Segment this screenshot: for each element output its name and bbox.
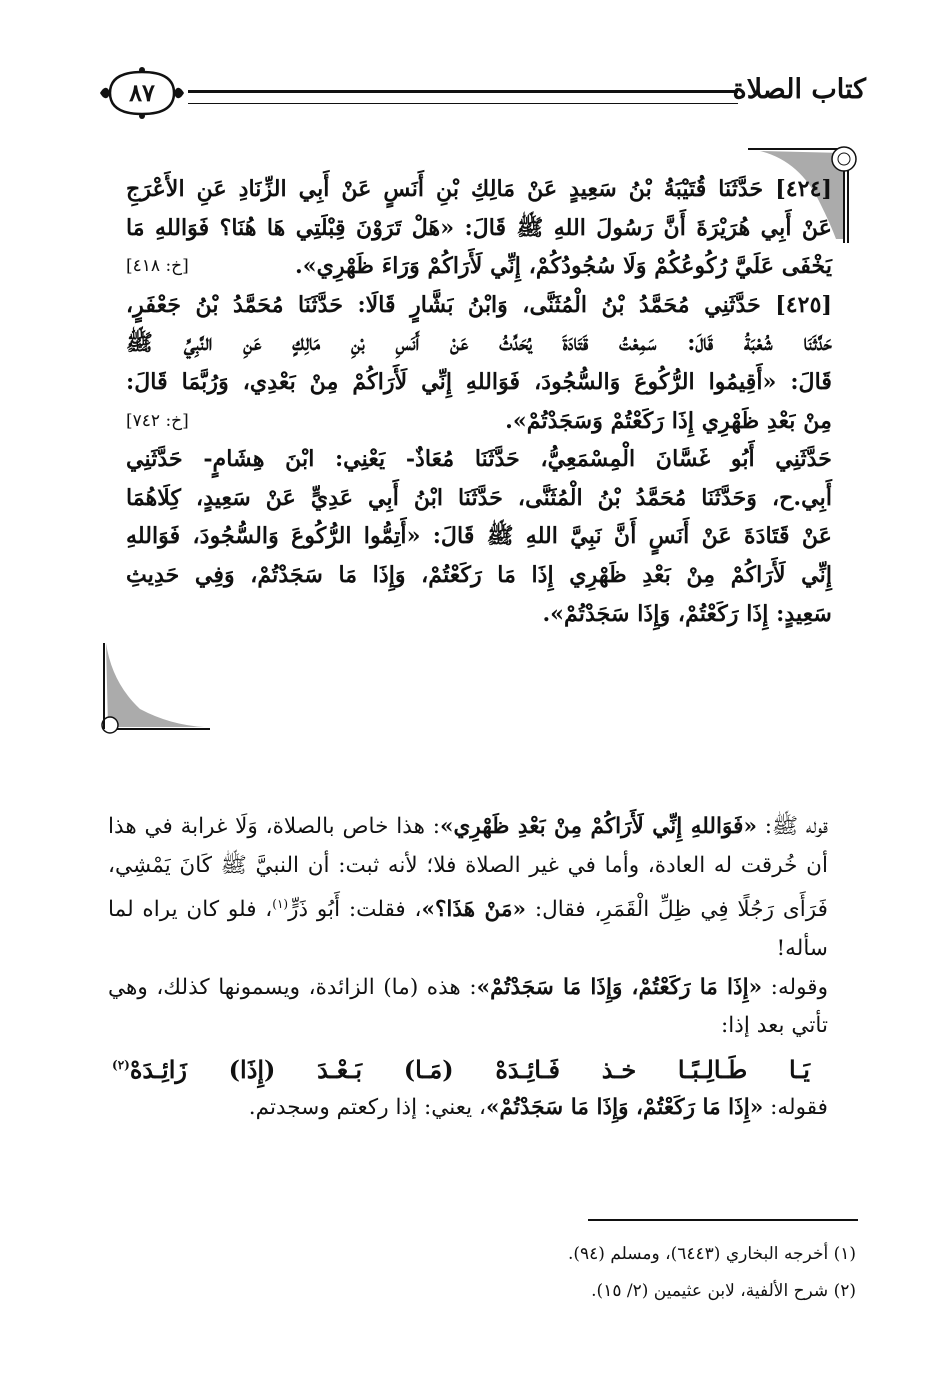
quoted-text: «فَوَاللهِ إِنِّي لَأَرَاكُمْ مِنْ بَعْدِ ظَهْرِي»: [440, 814, 757, 839]
quoted-text: «إِذَا مَا رَكَعْتُمْ، وَإِذَا مَا سَجَدْتُمْ»: [486, 1095, 764, 1121]
hadith-line-text: يَخْفَى عَلَيَّ رُكُوعُكُمْ وَلَا سُجُودُكُمْ، إِنِّي لَأَرَاكُمْ وَرَاءَ ظَهْرِي».: [294, 253, 832, 280]
commentary-text: : هذا خاص بالصلاة، وَلَا غرابة في هذا أن خُرقت له العادة، وأما في غير الصلاة فلا؛ لأنه ثبت: أن النبيَّ ﷺ كَانَ يَمْشِي، فَرَأَى رَجُلًا فِي ظِلِّ الْقَمَرِ، فقال:: [108, 814, 828, 923]
hadith-line: [126, 247, 832, 286]
hadith-line: إِنِّي لَأَرَاكُمْ مِنْ بَعْدِ ظَهْرِي إِذَا مَا رَكَعْتُمْ، وَإِذَا مَا سَجَدْتُمْ، وَفِي حَدِيثِ: [126, 561, 832, 588]
hadith-line: [٤٢٥] حَدَّثَنِي مُحَمَّدُ بْنُ الْمُثَنَّى، وَابْنُ بَشَّارٍ قَالَا: حَدَّثَنَا مُحَمَّدُ بْنُ جَعْفَرٍ،: [126, 291, 832, 318]
quoted-text: «إِذَا مَا رَكَعْتُمْ، وَإِذَا مَا سَجَدْتُمْ»: [476, 974, 763, 1000]
commentary-text: فقوله:: [763, 1095, 828, 1121]
commentary: [108, 808, 828, 1128]
hadith-line: عَنْ أَبِي هُرَيْرَةَ أَنَّ رَسُولَ اللهِ ﷺ قَالَ: «هَلْ تَرَوْنَ قِبْلَتِي هَا هُنَا؟ فَوَاللهِ مَا: [126, 214, 832, 241]
verse-text: يَـا طَـالِـبًـا خـذ فَـائِـدَهْ (مَـا) بَـعْـدَ (إِذَا) زَائِـدَهْ: [129, 1054, 810, 1084]
chapter-title: كتاب الصلاة: [732, 74, 866, 105]
commentary-text: قوله ﷺ:: [757, 814, 828, 839]
footnote-marker: (١): [272, 897, 289, 912]
hadith-line: حَدَّثَنَا شُعْبَةُ قَالَ: سَمِعْتُ قَتَادَةَ يُحَدِّثُ عَنْ أَنَسِ بْنِ مَالِكٍ عَنِ النَّبِيِّ ﷺ: [126, 330, 832, 357]
commentary-text: ، فلو كان يراه لما سأله!: [108, 897, 828, 961]
hadith-line: سَعِيدٍ: إِذَا رَكَعْتُمْ، وَإِذَا سَجَدْتُمْ».: [542, 600, 832, 627]
commentary-text: ، فقلت: أَبُو ذَرٍّ: [288, 897, 422, 923]
bukhari-reference: [خ: ٤١٨]: [126, 256, 189, 277]
hadith-text: [126, 170, 832, 633]
footnote-separator: [588, 1219, 858, 1221]
header-rule: [188, 90, 738, 104]
hadith-line: حَدَّثَنِي أَبُو غَسَّانَ الْمِسْمَعِيُّ، حَدَّثَنَا مُعَاذٌ- يَعْنِي: ابْنَ هِشَامٍ- حَدَّثَنِي: [126, 446, 832, 473]
hadith-line-text: مِنْ بَعْدِ ظَهْرِي إِذَا رَكَعْتُمْ وَسَجَدْتُمْ».: [505, 407, 832, 434]
footnotes: [156, 1236, 856, 1310]
bukhari-reference: [خ: ٧٤٢]: [126, 410, 189, 431]
quoted-text: «مَنْ هَذَا؟»: [421, 897, 527, 923]
hadith-line: عَنْ قَتَادَةَ عَنْ أَنَسٍ أَنَّ نَبِيَّ اللهِ ﷺ قَالَ: «أَتِمُّوا الرُّكُوعَ وَالسُّجُودَ، فَوَاللهِ: [126, 523, 832, 550]
footnote-marker: (٢): [112, 1057, 130, 1072]
page-header: [96, 66, 866, 126]
poem-verse: [108, 1046, 828, 1090]
hadith-line: قَالَ: «أَقِيمُوا الرُّكُوعَ وَالسُّجُودَ، فَوَاللهِ إِنِّي لَأَرَاكُمْ مِنْ بَعْدِي، وَرُبَّمَا قَالَ:: [126, 368, 832, 395]
commentary-paragraph: [108, 969, 828, 1046]
commentary-text: ، يعني: إذا ركعتم وسجدتم.: [248, 1095, 487, 1121]
commentary-paragraph: [108, 1089, 828, 1128]
hadith-line: [126, 402, 832, 441]
page-number: ٨٧: [129, 78, 155, 107]
hadith-line: [٤٢٤] حَدَّثَنَا قُتَيْبَةُ بْنُ سَعِيدٍ عَنْ مَالِكِ بْنِ أَنَسٍ عَنْ أَبِي الزِّنَادِ عَنِ الأَعْرَجِ: [126, 176, 832, 202]
footnote: (١) أخرجه البخاري (٦٤٤٣)، ومسلم (٩٤).: [567, 1244, 856, 1264]
page-number-ornament: [96, 66, 188, 120]
commentary-text: وقوله:: [762, 974, 829, 1000]
footnote: (٢) شرح الألفية، لابن عثيمين (٢/ ١٥).: [591, 1281, 856, 1301]
hadith-line: أَبِي.ح، وَحَدَّثَنَا مُحَمَّدُ بْنُ الْمُثَنَّى، حَدَّثَنَا ابْنُ أَبِي عَدِيٍّ عَنْ سَعِيدٍ، كِلَاهُمَا: [126, 484, 832, 511]
commentary-text: : هذه (ما) الزائدة، ويسمونها كذلك، وهي تأتي بعد إذا:: [108, 974, 828, 1039]
commentary-paragraph: [108, 808, 828, 969]
